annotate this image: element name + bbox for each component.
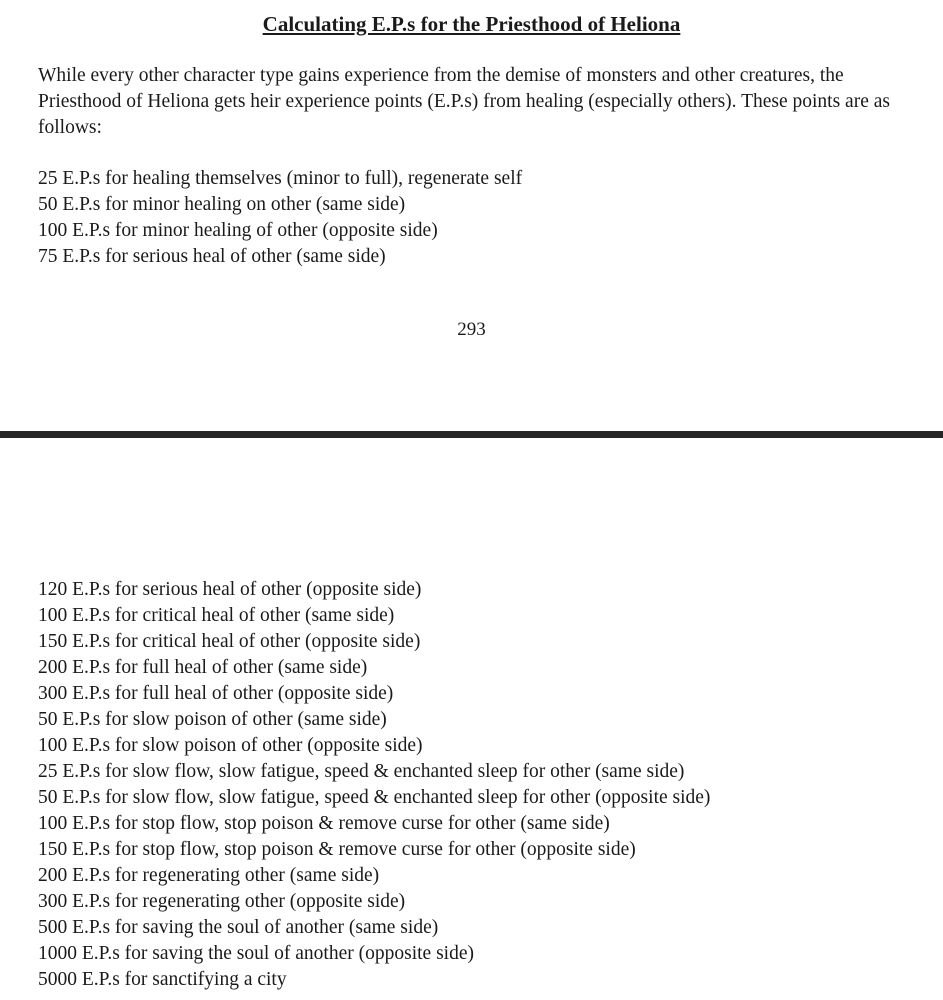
list-item: 300 E.P.s for regenerating other (opposite side) (38, 891, 406, 912)
list-item: 5000 E.P.s for sanctifying a city (38, 969, 287, 990)
page-number: 293 (457, 319, 486, 340)
list-item: 500 E.P.s for saving the soul of another (same side) (38, 917, 439, 938)
list-item: 150 E.P.s for stop flow, stop poison & remove curse for other (opposite side) (38, 839, 636, 860)
page-break-divider (0, 431, 943, 438)
list-item: 50 E.P.s for slow flow, slow fatigue, speed & enchanted sleep for other (opposite side) (38, 787, 711, 808)
list-item: 100 E.P.s for minor healing of other (opposite side) (38, 220, 438, 241)
list-item: 300 E.P.s for full heal of other (opposite side) (38, 683, 394, 704)
list-item: 200 E.P.s for full heal of other (same side) (38, 657, 368, 678)
list-item: 100 E.P.s for slow poison of other (opposite side) (38, 735, 423, 756)
list-item: 50 E.P.s for slow poison of other (same side) (38, 709, 387, 730)
page-title: Calculating E.P.s for the Priesthood of Heliona (262, 12, 681, 36)
list-item: 75 E.P.s for serious heal of other (same side) (38, 246, 386, 267)
list-item: 100 E.P.s for critical heal of other (same side) (38, 605, 395, 626)
ep-list-page-2 (38, 577, 710, 993)
list-item: 25 E.P.s for healing themselves (minor to full), regenerate self (38, 168, 523, 189)
list-item: 1000 E.P.s for saving the soul of another (opposite side) (38, 943, 474, 964)
list-item: 200 E.P.s for regenerating other (same side) (38, 865, 380, 886)
list-item: 150 E.P.s for critical heal of other (opposite side) (38, 631, 421, 652)
list-item: 100 E.P.s for stop flow, stop poison & remove curse for other (same side) (38, 813, 610, 834)
intro-paragraph: While every other character type gains experience from the demise of monsters and other creatures, the Priesthood of Heliona gets heir experience points (E.P.s) from healing (especially others). These points are as follows: (38, 65, 890, 138)
list-item: 120 E.P.s for serious heal of other (opposite side) (38, 579, 422, 600)
list-item: 25 E.P.s for slow flow, slow fatigue, speed & enchanted sleep for other (same side) (38, 761, 685, 782)
list-item: 50 E.P.s for minor healing on other (same side) (38, 194, 406, 215)
ep-list-page-1 (38, 166, 522, 270)
